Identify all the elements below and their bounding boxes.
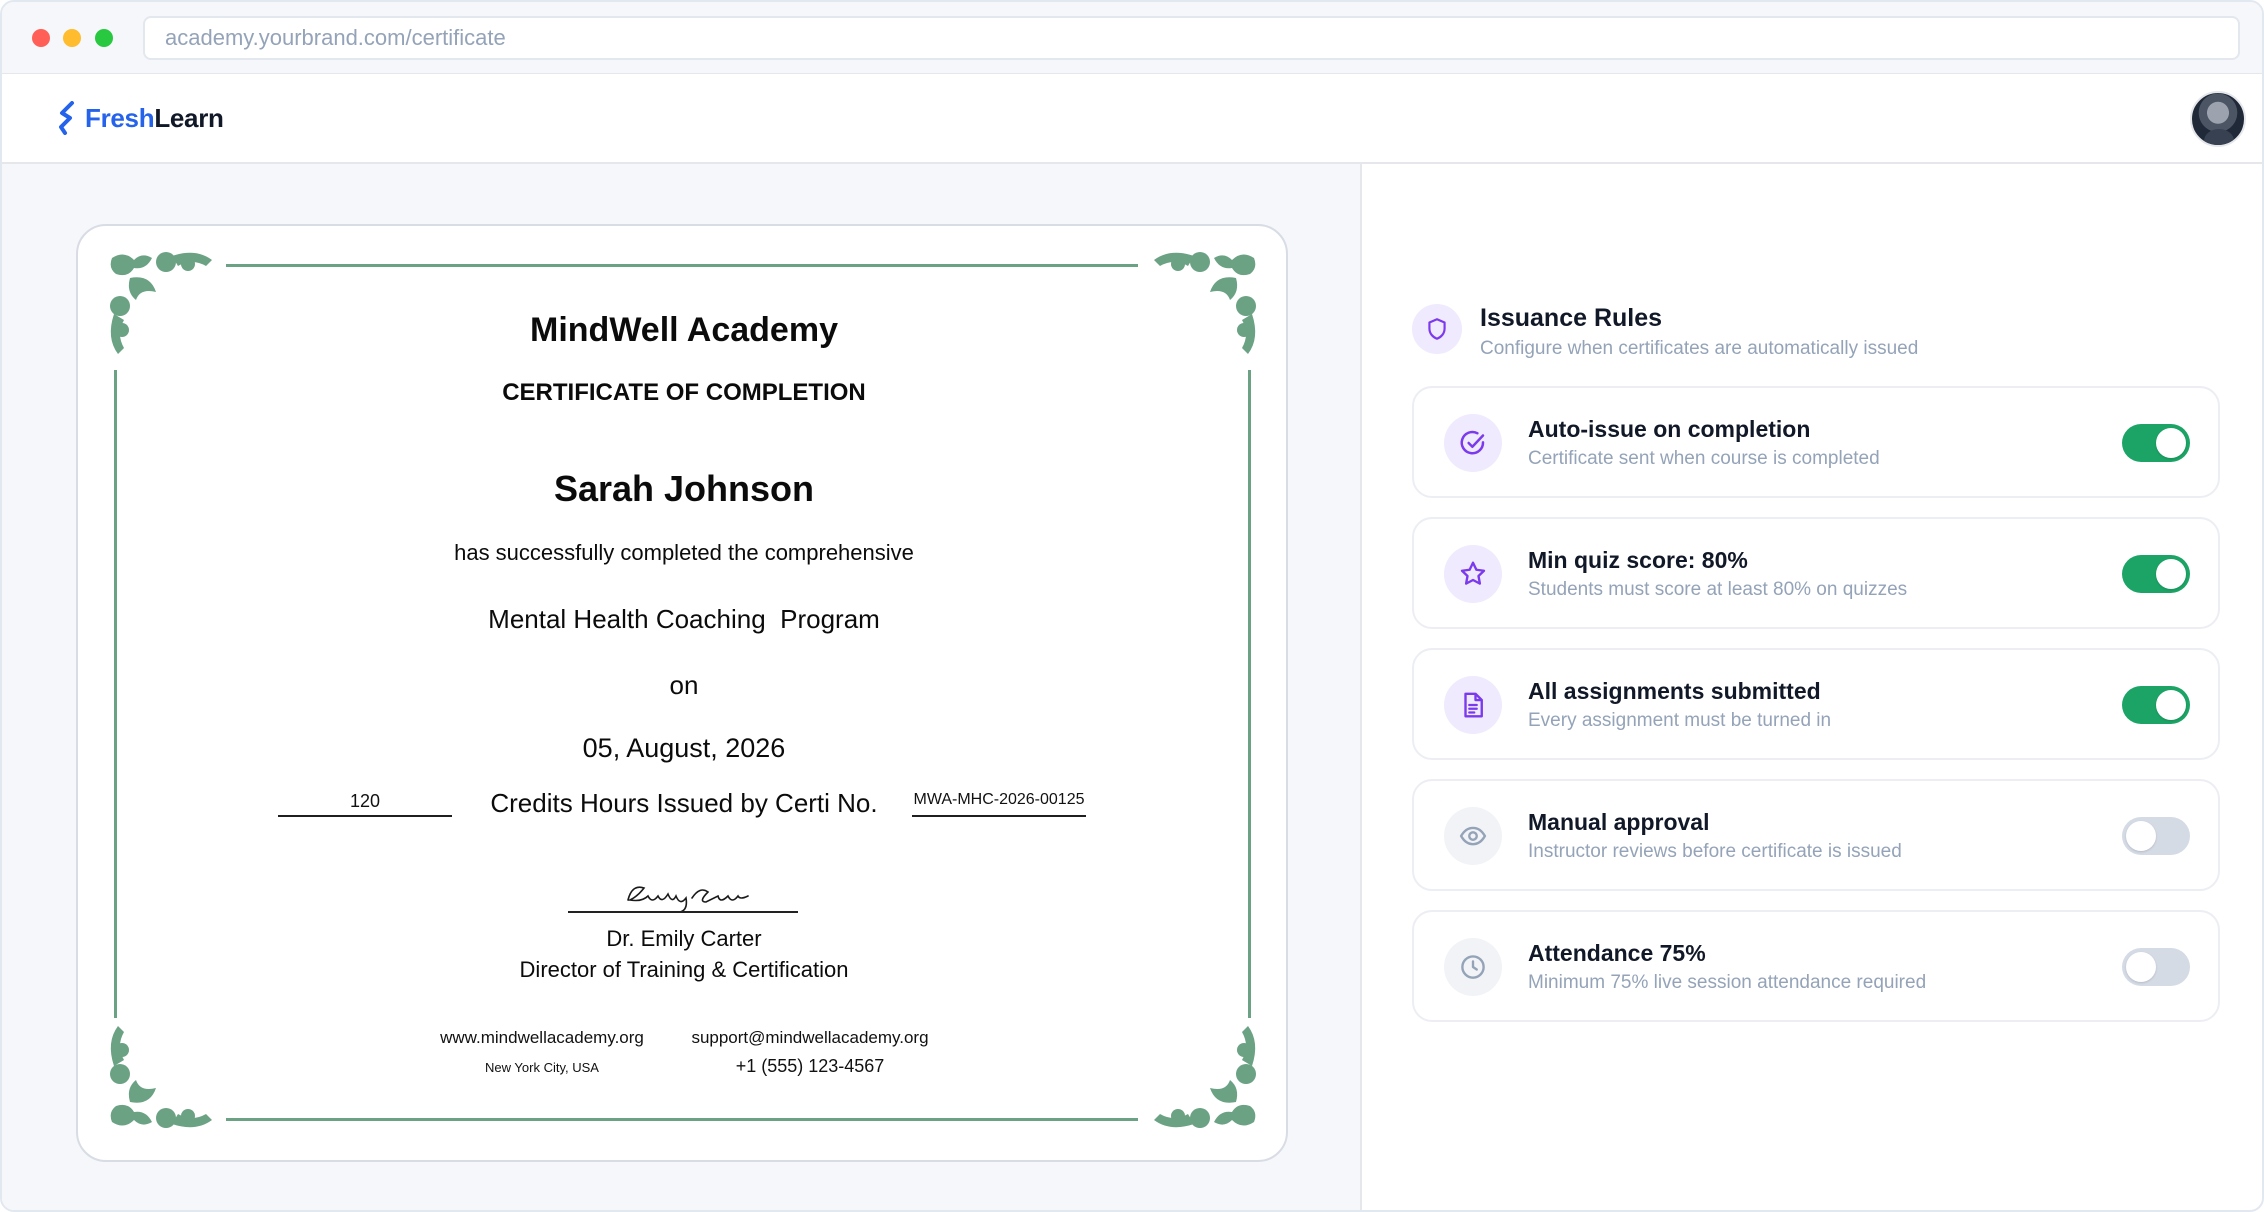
academy-phone: +1 (555) 123-4567 [735,1056,885,1076]
certificate-type: CERTIFICATE OF COMPLETION [502,379,866,406]
rule-card-attendance [1412,910,2220,1022]
rule-description: Instructor reviews before certificate is issued [1528,841,1902,862]
signer-name: Dr. Emily Carter [606,926,762,951]
browser-chrome [2,2,2262,74]
signature-image [568,874,800,914]
frame-bottom-line [226,1118,1138,1121]
rule-description: Certificate sent when course is completed [1528,448,1880,469]
academy-name: MindWell Academy [530,311,838,349]
minimize-window-button[interactable] [63,29,81,47]
academy-location: New York City, USA [485,1060,599,1075]
program-name: Mental Health Coaching Program [488,604,880,634]
star-icon [1444,545,1502,603]
academy-email: support@mindwellacademy.org [691,1028,929,1047]
toggle-knob [2156,559,2186,589]
eye-icon [1444,807,1502,865]
freshlearn-logo[interactable] [57,100,224,136]
toggle-knob [2156,690,2186,720]
certificate-card [76,224,1288,1162]
rule-card-manual-approval [1412,779,2220,891]
auto-issue-toggle[interactable] [2122,424,2190,462]
rule-title: Manual approval [1528,809,1710,835]
brand-name-part1: Fresh [85,102,155,133]
document-icon [1444,676,1502,734]
brand-name [85,103,224,134]
toggle-knob [2126,821,2156,851]
frame-top-line [226,264,1138,267]
credits-statement: Credits Hours Issued by Certi No. [490,788,878,818]
toggle-knob [2156,428,2186,458]
pane-divider [1360,164,1362,1212]
rule-card-assignments [1412,648,2220,760]
user-avatar[interactable] [2190,91,2246,147]
signer-role: Director of Training & Certification [519,957,849,982]
manual-approval-toggle[interactable] [2122,817,2190,855]
address-bar[interactable]: academy.yourbrand.com/certificate [143,16,2240,60]
issuance-rules-title: Issuance Rules [1480,304,1663,332]
credit-hours-value: 120 [278,791,452,817]
app-header [2,74,2262,164]
completion-statement: has successfully completed the comprehensive [454,540,914,565]
min-quiz-score-toggle[interactable] [2122,555,2190,593]
rule-card-min-quiz-score [1412,517,2220,629]
signature-line [568,911,798,913]
check-circle-icon [1444,414,1502,472]
rule-description: Every assignment must be turned in [1528,710,1832,731]
academy-website: www.mindwellacademy.org [440,1028,644,1047]
issuance-rules-subtitle: Configure when certificates are automatically issued [1480,338,1919,359]
completion-date: 05, August, 2026 [582,733,786,763]
issuance-rules-header [1412,300,2222,370]
maximize-window-button[interactable] [95,29,113,47]
rule-title: All assignments submitted [1528,678,1821,704]
rule-description: Students must score at least 80% on quizzes [1528,579,1908,600]
rule-title: Auto-issue on completion [1528,416,1811,442]
assignments-submitted-toggle[interactable] [2122,686,2190,724]
brand-name-part2: Learn [154,102,224,133]
certificate-number: MWA-MHC-2026-00125 [912,791,1086,817]
on-label: on [669,670,699,700]
rule-description: Minimum 75% live session attendance required [1528,972,1927,993]
logo-icon [57,101,77,135]
clock-icon [1444,938,1502,996]
corner-ornament-icon [106,1020,218,1132]
shield-icon [1412,304,1462,354]
corner-ornament-icon [1148,1020,1260,1132]
attendance-toggle[interactable] [2122,948,2190,986]
rule-title: Min quiz score: 80% [1528,547,1748,573]
rule-card-auto-issue [1412,386,2220,498]
recipient-name: Sarah Johnson [553,468,815,509]
toggle-knob [2126,952,2156,982]
close-window-button[interactable] [32,29,50,47]
rule-title: Attendance 75% [1528,940,1706,966]
